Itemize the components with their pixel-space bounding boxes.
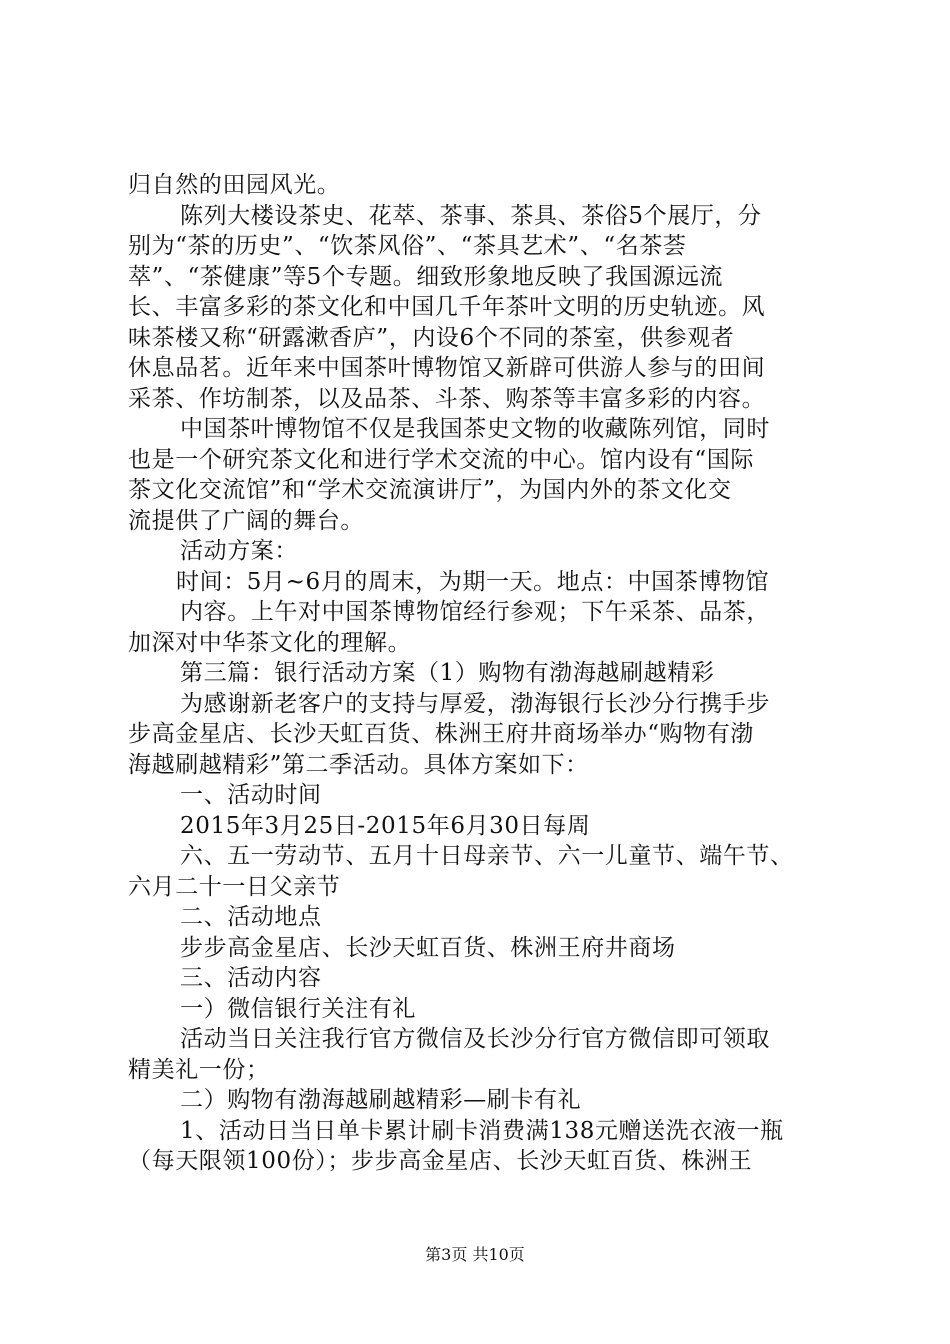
subheading: 二、活动地点 <box>180 904 322 930</box>
text-line: 为感谢新老客户的支持与厚爱，渤海银行长沙分行携手步 <box>180 690 770 717</box>
text-line: 活动当日关注我行官方微信及长沙分行官方微信即可领取 <box>180 1026 770 1052</box>
subheading: 二）购物有渤海越刷越精彩—刷卡有礼 <box>180 1087 582 1113</box>
text-line: 归自然的田园风光。 <box>128 172 341 198</box>
text-line: 内容。上午对中国茶博物馆经行参观；下午采茶、品茶， <box>180 599 770 625</box>
text-line: 六、五一劳动节、五月十日母亲节、六一儿童节、端午节、 <box>180 843 794 869</box>
text-line: 时间：5月~6月的周末，为期一天。地点：中国茶博物馆 <box>176 568 770 595</box>
text-line: 萃”、“茶健康”等5个专题。细致形象地反映了我国源远流 <box>128 263 724 290</box>
text-line: 茶文化交流馆”和“学术交流演讲厅”，为国内外的茶文化交 <box>128 477 732 503</box>
text-line: 步高金星店、长沙天虹百货、株洲王府井商场举办“购物有渤 <box>128 721 754 747</box>
text-line: 加深对中华茶文化的理解。 <box>128 629 412 656</box>
text-line: 中国茶叶博物馆不仅是我国茶史文物的收藏陈列馆，同时 <box>180 416 770 442</box>
text-line: 味茶楼又称“研露漱香庐”，内设6个不同的茶室，供参观者 <box>128 324 735 351</box>
text-line: 也是一个研究茶文化和进行学术交流的中心。馆内设有“国际 <box>128 446 754 473</box>
subheading: 三、活动内容 <box>180 965 322 991</box>
text-line: 2015年3月25日-2015年6月30日每周 <box>180 812 591 839</box>
text-line: 采茶、作坊制茶，以及品茶、斗茶、购茶等丰富多彩的内容。 <box>128 385 766 412</box>
text-line: 流提供了广阔的舞台。 <box>128 507 364 534</box>
text-line: （每天限领100份）；步步高金星店、长沙天虹百货、株洲王 <box>128 1148 753 1174</box>
text-line: 精美礼一份； <box>128 1056 270 1083</box>
text-line: 六月二十一日父亲节 <box>128 873 341 900</box>
text-line: 别为“茶的历史”、“饮茶风俗”、“茶具艺术”、“名茶荟 <box>128 233 687 259</box>
page-footer: 第3页 共10页 <box>425 1245 525 1264</box>
text-line: 步步高金星店、长沙天虹百货、株洲王府井商场 <box>180 934 676 961</box>
subheading: 一、活动时间 <box>180 782 322 808</box>
text-line: 1、活动日当日单卡累计刷卡消费满138元赠送洗衣液一瓶 <box>180 1117 784 1144</box>
subheading: 一）微信银行关注有礼 <box>180 995 416 1022</box>
text-line: 休息品茗。近年来中国茶叶博物馆又新辟可供游人参与的田间 <box>128 355 766 381</box>
text-line: 海越刷越精彩”第二季活动。具体方案如下： <box>128 751 589 778</box>
text-line: 陈列大楼设茶史、花萃、茶事、茶具、茶俗5个展厅，分 <box>180 202 762 229</box>
document-body <box>128 170 828 1177</box>
text-line: 活动方案： <box>180 538 298 564</box>
section-heading: 第三篇：银行活动方案（1）购物有渤海越刷越精彩 <box>180 660 715 686</box>
text-line: 长、丰富多彩的茶文化和中国几千年茶叶文明的历史轨迹。风 <box>128 294 766 320</box>
